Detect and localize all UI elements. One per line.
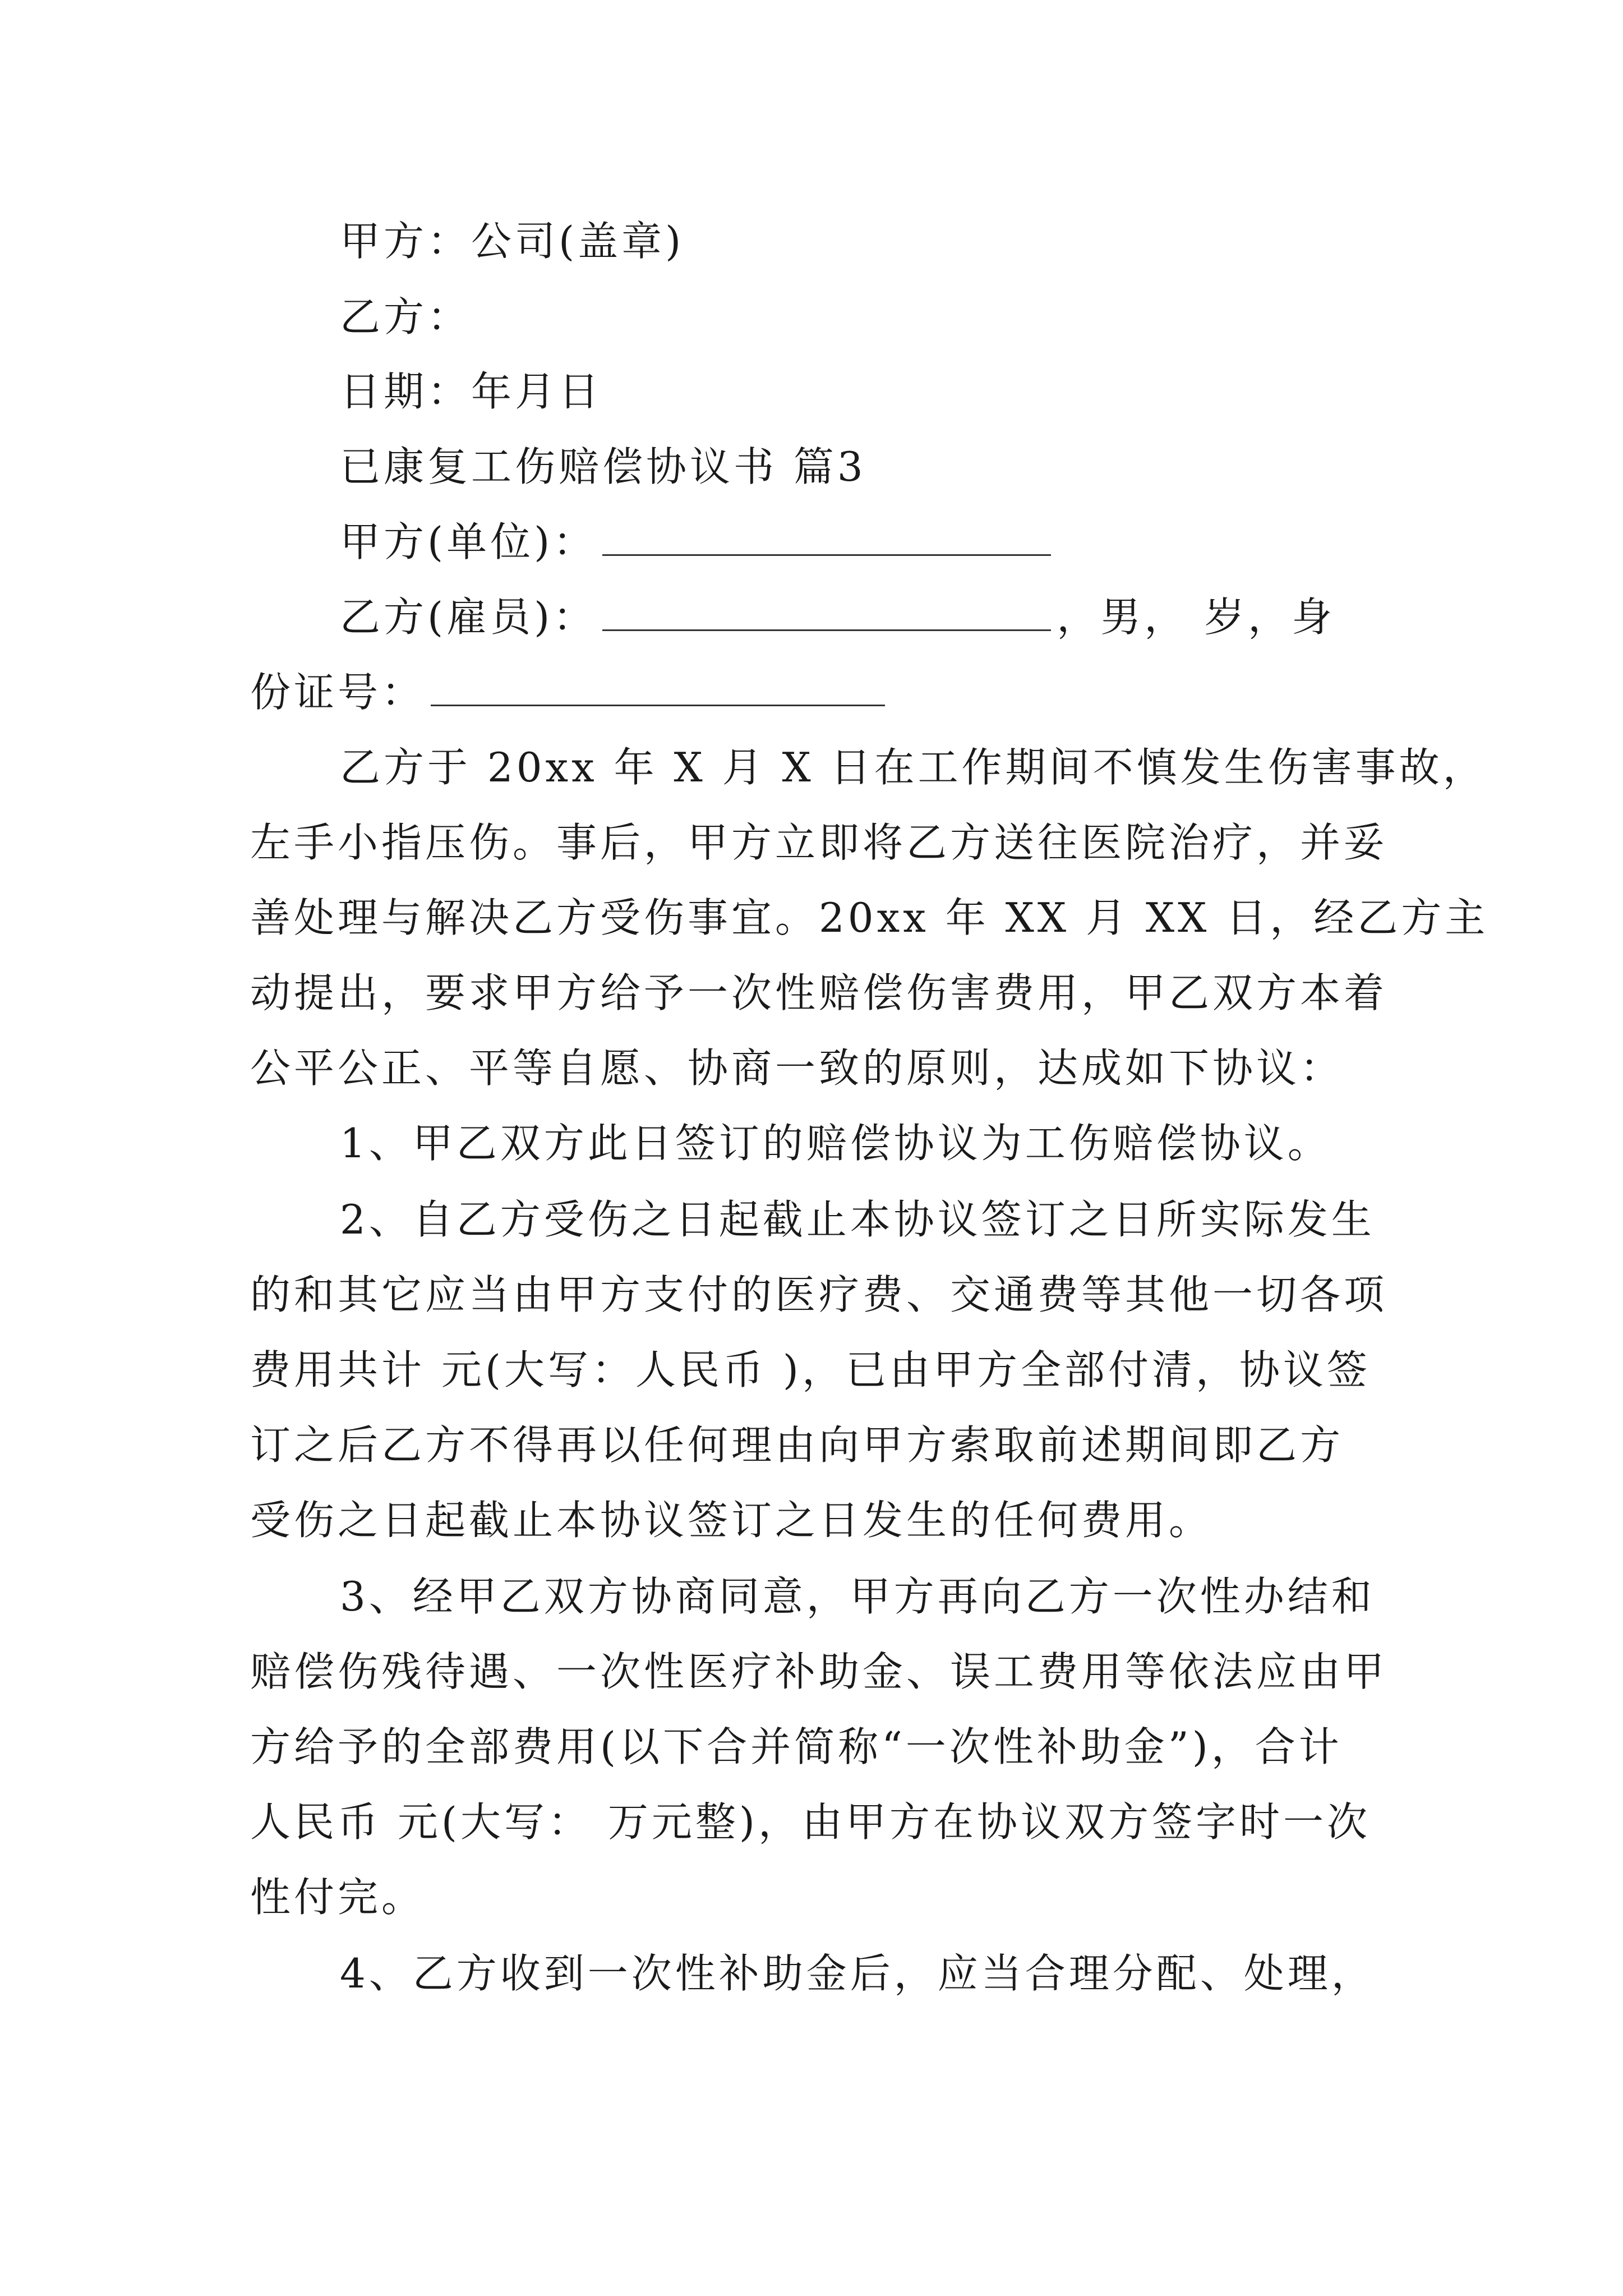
paragraph-line: 左手小指压伤。事后，甲方立即将乙方送往医院治疗，并妥 — [250, 819, 1388, 866]
item-3-line: 性付完。 — [250, 1874, 426, 1921]
id-label: 份证号： — [250, 669, 426, 716]
party-b-signature: 乙方： — [340, 293, 472, 341]
id-field — [250, 664, 891, 720]
section-title: 已康复工伤赔偿协议书 篇3 — [340, 443, 866, 490]
employee-label: 乙方(雇员)： — [340, 593, 597, 641]
item-3-line: 赔偿伤残待遇、一次性医疗补助金、误工费用等依法应由甲 — [250, 1648, 1388, 1695]
employee-field — [340, 589, 1335, 645]
item-2-line: 的和其它应当由甲方支付的医疗费、交通费等其他一切各项 — [250, 1271, 1388, 1318]
item-3-line: 3、经甲乙双方协商同意，甲方再向乙方一次性办结和 — [340, 1573, 1375, 1620]
item-2-line: 受伤之日起截止本协议签订之日发生的任何费用。 — [250, 1497, 1213, 1544]
item-2-line: 订之后乙方不得再以任何理由向甲方索取前述期间即乙方 — [250, 1421, 1344, 1469]
employee-suffix: ，男， 岁，身 — [1057, 593, 1336, 641]
paragraph-line: 善处理与解决乙方受伤事宜。20xx 年 XX 月 XX 日，经乙方主 — [250, 894, 1489, 941]
paragraph-line: 动提出，要求甲方给予一次性赔偿伤害费用，甲乙双方本着 — [250, 969, 1388, 1016]
party-a-signature: 甲方：公司(盖章) — [340, 218, 685, 265]
item-3-line: 人民币 元(大写： 万元整)，由甲方在协议双方签字时一次 — [250, 1798, 1371, 1846]
employee-blank — [602, 589, 1051, 631]
id-blank — [431, 664, 885, 706]
employer-blank — [602, 514, 1051, 556]
item-2-line: 费用共计 元(大写：人民币 )，已由甲方全部付清，协议签 — [250, 1346, 1371, 1393]
item-1: 1、甲乙双方此日签订的赔偿协议为工伤赔偿协议。 — [340, 1120, 1331, 1167]
item-4: 4、乙方收到一次性补助金后，应当合理分配、处理， — [340, 1950, 1375, 1997]
employer-field — [340, 514, 1057, 570]
item-2-line: 2、自乙方受伤之日起截止本协议签订之日所实际发生 — [340, 1196, 1375, 1243]
employer-label: 甲方(单位)： — [340, 518, 597, 565]
paragraph-line: 公平公正、平等自愿、协商一致的原则，达成如下协议： — [250, 1045, 1344, 1092]
signature-date: 日期：年月日 — [340, 368, 603, 415]
item-3-line: 方给予的全部费用(以下合并简称“一次性补助金”)，合计 — [250, 1723, 1343, 1770]
paragraph-line: 乙方于 20xx 年 X 月 X 日在工作期间不慎发生伤害事故， — [340, 744, 1487, 791]
